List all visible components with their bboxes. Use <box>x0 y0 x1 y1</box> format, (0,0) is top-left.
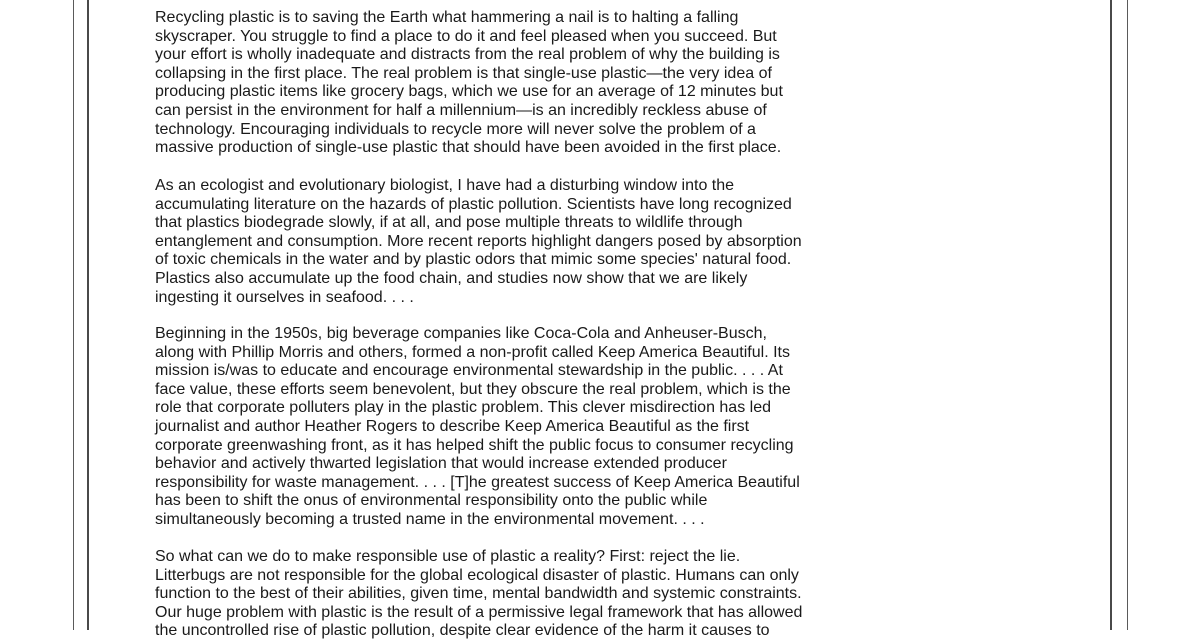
left-outer-border <box>73 0 74 630</box>
right-outer-border <box>1127 0 1128 630</box>
paragraph-ecologist: As an ecologist and evolutionary biologist, I have had a disturbing window into the accumulating literature on the hazards of plastic pollution. Scientists have long recognized that plastics biodegrade slowly, if at all, and pose multiple threats to wildlife through entanglement and consumption. More recent reports highlight dangers posed by absorption of toxic chemicals in the water and by plastic odors that mimic some species' natural food. Plastics also accumulate up the food chain, and studies now show that we are likely ingesting it ourselves in seafood. . . . <box>155 177 802 306</box>
paragraph-reject-the-lie: So what can we do to make responsible use of plastic a reality? First: reject the lie. Litterbugs are not responsible for the global ecological disaster of plastic. Humans can only function to the best of their abilities, given time, mental bandwidth and systemic constraints. Our huge problem with plastic is the result of a permissive legal framework that has allowed the uncontrolled rise of plastic pollution, despite clear evidence of the harm it causes to <box>155 548 803 640</box>
paragraph-keep-america-beautiful: Beginning in the 1950s, big beverage companies like Coca-Cola and Anheuser-Busch, along with Phillip Morris and others, formed a non-profit called Keep America Beautiful. Its mission is/was to educate and encourage environmental stewardship in the public. . . . At face value, these efforts seem benevolent, but they obscure the real problem, which is the role that corporate polluters play in the plastic problem. This clever misdirection has led journalist and author Heather Rogers to describe Keep America Beautiful as the first corporate greenwashing front, as it has helped shift the public focus to consumer recycling behavior and actively thwarted legislation that would increase extended producer responsibility for waste management. . . . [T]he greatest success of Keep America Beautiful has been to shift the onus of environmental responsibility onto the public while simultaneously becoming a trusted name in the environmental movement. . . . <box>155 325 800 528</box>
paragraph-recycling: Recycling plastic is to saving the Earth what hammering a nail is to halting a falling skyscraper. You struggle to find a place to do it and feel pleased when you succeed. But your effort is wholly inadequate and distracts from the real problem of why the building is collapsing in the first place. The real problem is that single-use plastic—the very idea of producing plastic items like grocery bags, which we use for an average of 12 minutes but can persist in the environment for half a millennium—is an incredibly reckless abuse of technology. Encouraging individuals to recycle more will never solve the problem of a massive production of single-use plastic that should have been avoided in the first place. <box>155 9 783 157</box>
